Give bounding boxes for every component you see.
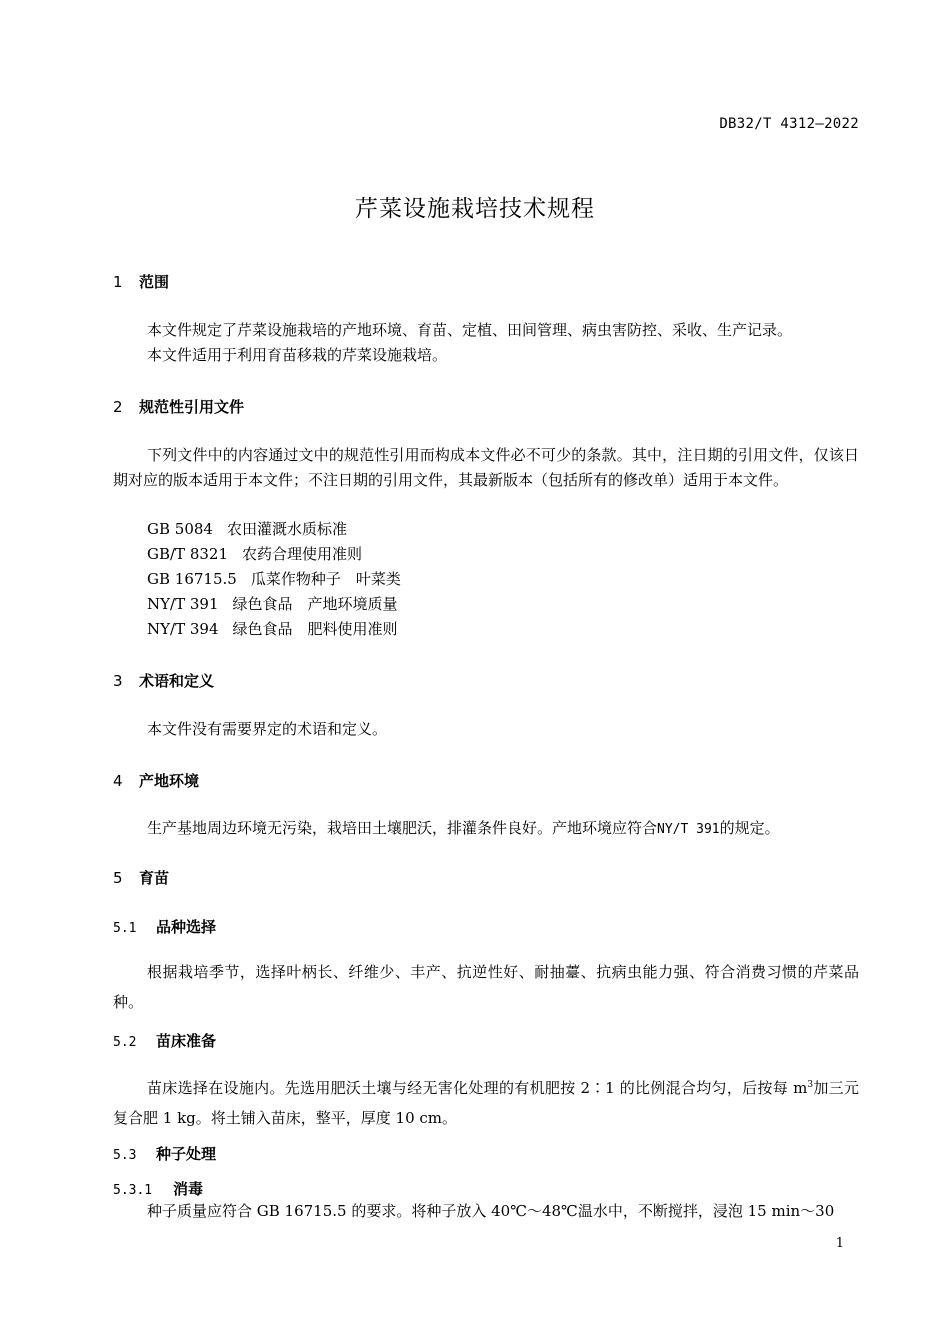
standard-code: DB32/T 4312—2022 (719, 116, 859, 132)
reference-item (147, 568, 401, 589)
section-title: 范围 (139, 273, 170, 291)
reference-name: 绿色食品 肥料使用准则 (232, 620, 398, 638)
reference-code: NY/T 394 (147, 620, 219, 638)
section-1-heading (113, 271, 169, 292)
reference-code: GB 5084 (147, 520, 213, 538)
reference-code: GB/T 8321 (147, 545, 229, 563)
standard-reference: NY/T 391 (657, 822, 720, 837)
section-title: 育苗 (139, 869, 170, 887)
section-5-3-1-heading (113, 1178, 203, 1199)
section-4-heading (113, 770, 199, 791)
reference-name: 农田灌溉水质标准 (226, 520, 347, 538)
section-number: 5.1 (113, 921, 137, 936)
section-title: 术语和定义 (139, 672, 215, 690)
section-5-2-heading (113, 1030, 216, 1051)
section-5-heading (113, 867, 169, 888)
reference-name: 绿色食品 产地环境质量 (232, 595, 398, 613)
section-number: 5 (113, 869, 123, 887)
section-5-1-paragraph-1: 根据栽培季节，选择叶柄长、纤维少、丰产、抗逆性好、耐抽薹、抗病虫能力强、符合消费习惯的芹菜品种。 (113, 963, 859, 1011)
reference-item (147, 543, 362, 564)
section-1-paragraph-2: 本文件适用于利用育苗移栽的芹菜设施栽培。 (147, 346, 448, 364)
section-title: 苗床准备 (156, 1032, 217, 1050)
section-3-heading (113, 670, 214, 691)
section-title: 消毒 (173, 1180, 204, 1198)
section-title: 品种选择 (156, 918, 217, 936)
section-2-paragraph-1: 下列文件中的内容通过文中的规范性引用而构成本文件必不可少的条款。其中，注日期的引用文件，仅该日期对应的版本适用于本文件；不注日期的引用文件，其最新版本（包括所有的修改单）适用于本文件。 (113, 446, 859, 489)
section-3-paragraph-1: 本文件没有需要界定的术语和定义。 (147, 720, 388, 738)
reference-item (147, 518, 347, 539)
section-5-3-1-paragraph-1: 种子质量应符合 GB 16715.5 的要求。将种子放入 40℃～48℃温水中，不断搅拌，浸泡 15 min～30 (147, 1202, 835, 1220)
section-5-3-heading (113, 1143, 216, 1164)
section-number: 5.3.1 (113, 1183, 153, 1198)
section-2-heading (113, 396, 244, 417)
section-5-2-paragraph-1: 苗床选择在设施内。先选用肥沃土壤与经无害化处理的有机肥按 2∶1 的比例混合均匀，后按每 $m^3$加三元复合肥 1 kg。将土铺入苗床，整平，厚度 10 cm。 (113, 1079, 859, 1127)
section-title: 产地环境 (139, 772, 200, 790)
page-number: 1 (835, 1236, 844, 1251)
section-number: 1 (113, 273, 123, 291)
reference-item (147, 618, 398, 639)
reference-name: 农药合理使用准则 (242, 545, 363, 563)
section-5-1-heading (113, 916, 216, 937)
section-number: 4 (113, 772, 123, 790)
section-number: 5.2 (113, 1035, 137, 1050)
reference-item (147, 593, 398, 614)
document-title: 芹菜设施栽培技术规程 (355, 196, 595, 222)
reference-code: GB 16715.5 (147, 570, 237, 588)
section-1-paragraph-1: 本文件规定了芹菜设施栽培的产地环境、育苗、定植、田间管理、病虫害防控、采收、生产记录。 (147, 321, 793, 339)
reference-name: 瓜菜作物种子 叶菜类 (250, 570, 401, 588)
section-number: 3 (113, 672, 123, 690)
section-title: 规范性引用文件 (139, 398, 245, 416)
section-4-paragraph-1: 生产基地周边环境无污染，栽培田土壤肥沃，排灌条件良好。产地环境应符合NY/T 391的规定。 (147, 819, 780, 837)
section-number: 5.3 (113, 1148, 137, 1163)
reference-code: NY/T 391 (147, 595, 219, 613)
section-number: 2 (113, 398, 123, 416)
section-title: 种子处理 (156, 1145, 217, 1163)
